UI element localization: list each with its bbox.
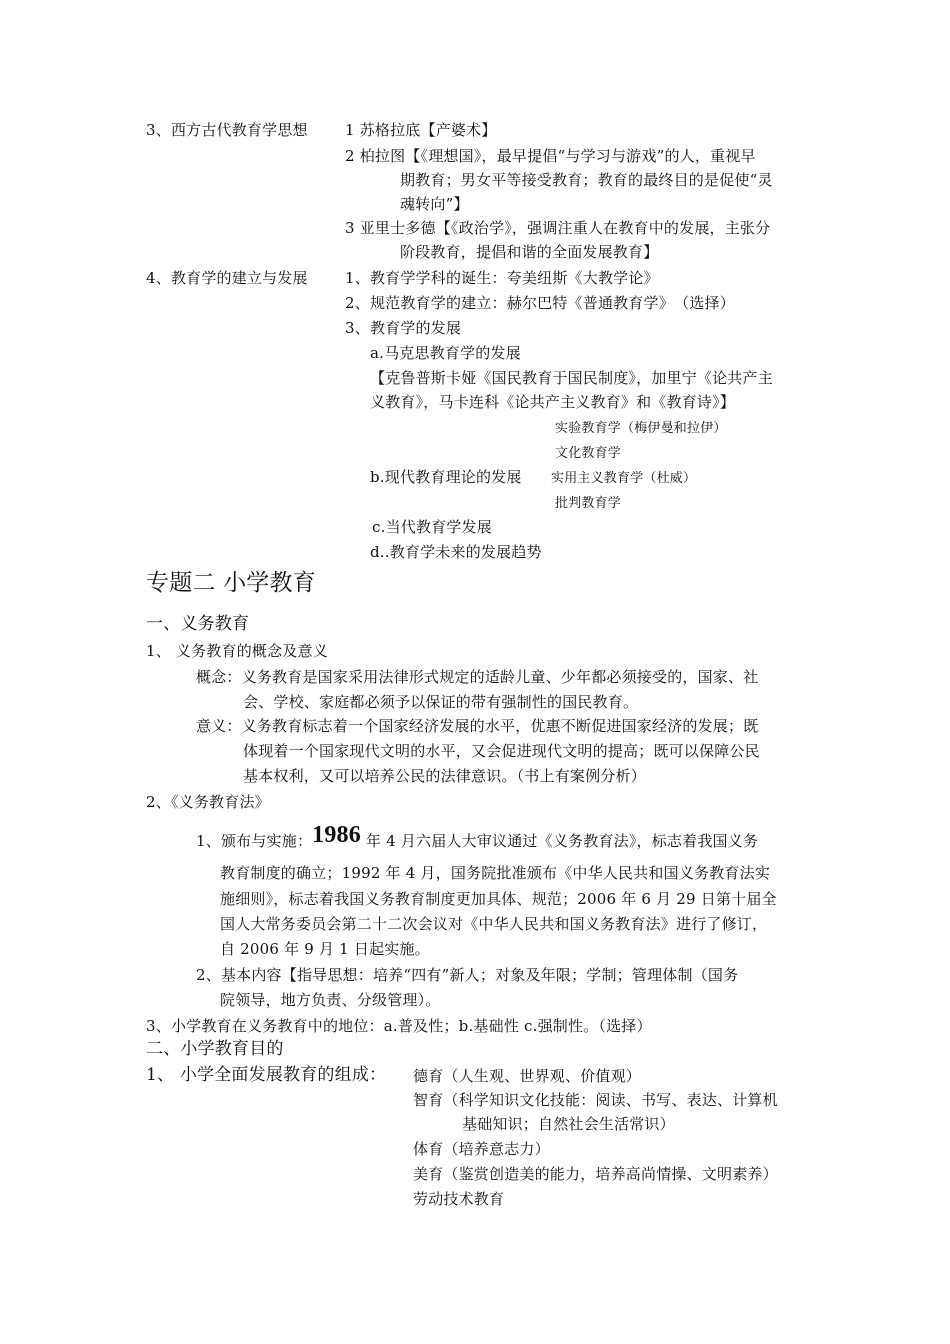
law-item-2-line-1: 2、基本内容【指导思想：培养“四有”新人；对象及年限；学制；管理体制（国务	[196, 966, 739, 984]
plato-line-1: 2 柏拉图【《理想国》，最早提倡“与学习与游戏”的人，重视早	[345, 147, 756, 165]
law-item-1-line-4: 国人大常务委员会第二十二次会议对《中华人民共和国义务教育法》进行了修订，	[220, 915, 768, 933]
p1-2-heading: 2、《义务教育法》	[146, 793, 270, 811]
socrates-line: 1 苏格拉底【产婆术】	[345, 121, 497, 139]
b-list-item-3: 实用主义教育学（杜威）	[551, 471, 697, 486]
law-year: 1986	[312, 822, 361, 848]
aristotle-line-2: 阶段教育，提倡和谐的全面发展教育】	[400, 243, 659, 261]
topic-2-title: 专题二 小学教育	[146, 570, 316, 596]
b-list-item-2: 文化教育学	[555, 446, 622, 461]
intellectual-education-2: 基础知识；自然社会生活常识）	[462, 1115, 675, 1133]
p1-3-line: 3、小学教育在义务教育中的地位：a.普及性；b.基础性 c.强制性。（选择）	[146, 1017, 652, 1035]
p2-1-heading: 1、 小学全面发展教育的组成：	[146, 1065, 387, 1085]
law-item-1-line-1	[196, 822, 759, 851]
law-item-1-line-3: 施细则》，标志着我国义务教育制度更加具体、规范；2006 年 6 月 29 日第十届全	[220, 890, 777, 908]
concept-line-2: 会、学校、家庭都必须予以保证的带有强制性的国民教育。	[243, 693, 639, 711]
intellectual-education-1: 智育（科学知识文化技能：阅读、书写、表达、计算机	[413, 1091, 778, 1109]
labor-education: 劳动技术教育	[413, 1190, 505, 1208]
meaning-line-2: 体现着一个国家现代文明的水平，又会促进现代文明的提高；既可以保障公民	[243, 742, 760, 760]
sec4-a-detail-1: 【克鲁普斯卡娅《国民教育于国民制度》，加里宁《论共产主	[370, 369, 773, 387]
law-item-1-prefix: 1、颁布与实施：	[196, 832, 313, 850]
b-list-item-1: 实验教育学（梅伊曼和拉伊）	[555, 421, 727, 436]
section-4-label: 4、教育学的建立与发展	[146, 269, 308, 287]
plato-line-2: 期教育；男女平等接受教育；教育的最终目的是促使“灵	[400, 171, 773, 189]
meaning-line-1: 意义：义务教育标志着一个国家经济发展的水平，优惠不断促进国家经济的发展；既	[196, 717, 759, 735]
b-list-item-4: 批判教育学	[555, 496, 622, 511]
law-item-1-line-5: 自 2006 年 9 月 1 日起实施。	[220, 940, 430, 958]
physical-education: 体育（培养意志力）	[413, 1140, 550, 1158]
sec4-a: a.马克思教育学的发展	[370, 344, 521, 362]
meaning-line-3: 基本权利，又可以培养公民的法律意识。（书上有案例分析）	[243, 767, 646, 785]
sec4-b: b.现代教育理论的发展	[370, 468, 522, 486]
sec4-item-1: 1、教育学学科的诞生：夸美纽斯《大教学论》	[345, 269, 659, 287]
sec4-item-3: 3、教育学的发展	[345, 319, 462, 337]
part-1-heading: 一、义务教育	[146, 614, 250, 634]
sec4-item-2: 2、规范教育学的建立：赫尔巴特《普通教育学》 （选择）	[345, 294, 735, 312]
aristotle-line-1: 3 亚里士多德【《政治学》，强调注重人在教育中的发展，主张分	[345, 219, 771, 237]
law-item-1-rest: 年 4 月六届人大审议通过《义务教育法》，标志着我国义务	[365, 832, 759, 850]
p1-1-heading: 1、 义务教育的概念及意义	[146, 642, 328, 660]
part-2-heading: 二、小学教育目的	[146, 1039, 284, 1059]
moral-education: 德育（人生观、世界观、价值观）	[413, 1067, 642, 1085]
concept-line-1: 概念：义务教育是国家采用法律形式规定的适龄儿童、少年都必须接受的，国家、社	[196, 668, 759, 686]
section-3-label: 3、西方古代教育学思想	[146, 121, 308, 139]
law-item-1-line-2: 教育制度的确立；1992 年 4 月，国务院批准颁布《中华人民共和国义务教育法实	[220, 864, 771, 882]
aesthetic-education: 美育（鉴赏创造美的能力，培养高尚情操、文明素养）	[413, 1165, 778, 1183]
sec4-d: d..教育学未来的发展趋势	[370, 543, 542, 561]
sec4-c: c.当代教育学发展	[372, 518, 492, 536]
sec4-a-detail-2: 义教育》，马卡连科《论共产主义教育》和《教育诗》】	[370, 393, 736, 411]
plato-line-3: 魂转向”】	[400, 195, 469, 213]
law-item-2-line-2: 院领导，地方负责、分级管理）。	[220, 991, 441, 1009]
